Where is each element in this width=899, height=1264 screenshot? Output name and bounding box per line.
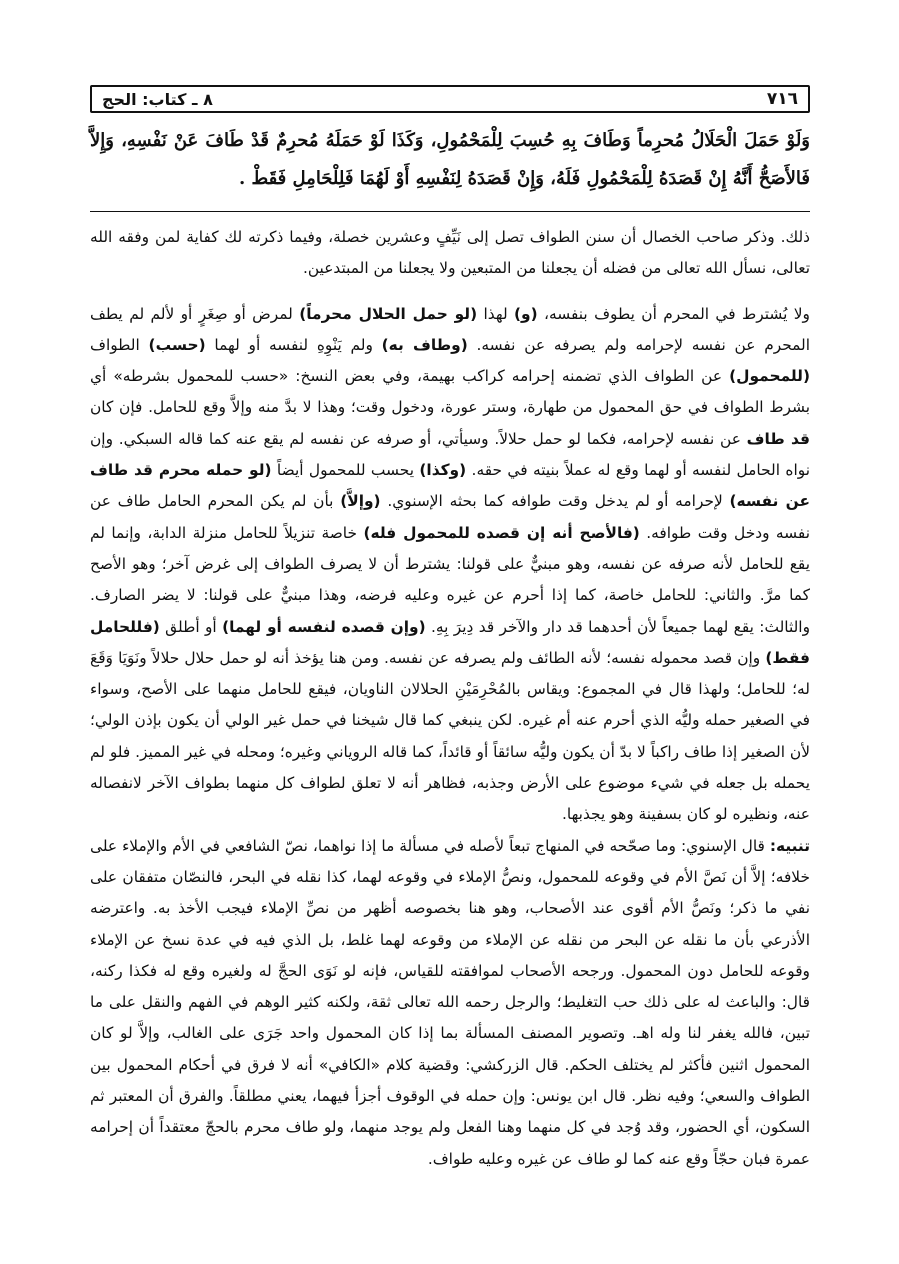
bold-quote-segment: (وإن قصده لنفسه أو لهما) (222, 617, 426, 636)
matn-paragraph: وَلَوْ حَمَلَ الْحَلَالُ مُحرِماً وَطَافَ بِهِ حُسِبَ لِلْمَحْمُولِ، وَكَذَا لَوْ حَمَلَهُ مُحرِمٌ قَدْ طَافَ عَنْ نَفْسِهِ، وَإِلاَّ فَالأَصَحُّ أَنَّهُ إِنْ قَصَدَهُ لِلْمَحْمُولِ فَلَهُ، وَإِنْ قَصَدَهُ لِنَفْسِهِ أَوْ لَهُمَا فَلِلْحَامِلِ فَقَطْ . (90, 130, 810, 189)
text-segment: أو أطلق (159, 617, 223, 636)
commentary-block (90, 222, 810, 1175)
bold-quote-segment: (لو حمل الحلال محرماً) (299, 304, 478, 323)
text-segment: لهذا (477, 304, 515, 323)
bold-quote-segment: (فللحامل فقط) (90, 617, 810, 667)
bold-quote-segment: (حسب) (148, 335, 206, 354)
section-divider (90, 211, 810, 212)
text-segment: لإحرامه أو لم يدخل وقت طوافه كما بحثه الإسنوي. (380, 492, 730, 511)
text-segment: قال الإسنوي: وما صحّحه في المنهاج تبعاً لأصله في مسألة ما إذا نواهما، نصّ الشافعي في الأم والإملاء على خلافه؛ إلاَّ أن نَصَّ الأم في وقوعه للمحمول، ونصُّ الإملاء في وقوعه لهما، كذا نقله في البحر، فالنصّان متفقان على نفي ما ذكر؛ ونَصُّ الأم أقوى عند الأصحاب، وهو هنا بخصوصه أظهر من نصِّ الإملاء فيجب الأخذ به. واعترضه الأذرعي بأن ما نقله عن البحر من نقله عن الإملاء من وقوعه لهما غلط، بل الذي فيه في عدة نسخ عن الإملاء وقوعه للحامل دون المحمول. ورجحه الأصحاب لموافقته للقياس، فإنه لو نَوَى الحجَّ له ولغيره وقع له فكذا ركنه، قال: والباعث له على ذلك حب التغليط؛ والرجل رحمه الله تعالى ثقة، ولكنه كثير الوهم في الفهم والنقل على ما تبين، فالله يغفر لنا وله اهـ. وتصوير المصنف المسألة بما إذا كان المحمول واحد جَرَى على الغالب، وإلاَّ لو كان المحمول اثنين فأكثر لم يختلف الحكم. قال الزركشي: وقضية كلام «الكافي» أنه لا فرق في أحكام المحمول بين الطواف والسعي؛ وفيه نظر. قال ابن يونس: وإن حمله في الوقوف أجزأ فيهما، يعني مطلقاً. والفرق أن المعتبر ثم السكون، أي الحضور، وقد وُجد في كل منهما وهنا الفعل ولم يوجد منهما، ولو طاف محرم بالحجّ معتقداً أن إحرامه عمرة فبان حجّاً وقع عنه كما لو طاف عن غيره وعليه طواف. (90, 836, 810, 1168)
text-segment: ولم يَنْوِهِ لنفسه أو لهما (205, 335, 382, 354)
text-segment: بأن لم يكن المحرم الحامل طاف عن نفسه ودخل وقت طوافه. (90, 492, 810, 542)
text-segment: ولا يُشترط في المحرم أن يطوف بنفسه، (537, 304, 810, 323)
matn-text-block (90, 122, 810, 198)
bold-quote-segment: (وإلاَّ) (340, 492, 381, 511)
text-segment: يحسب للمحمول أيضاً (271, 461, 420, 480)
text-segment: عن الطواف الذي تضمنه إحرامه كراكب بهيمة، وفي بعض النسخ: «حسب للمحمول بشرطه» أي بشرط الطواف في حق المحمول من طهارة، وستر عورة، ودخول وقت؛ وهذا لا بدَّ منه وإلاَّ وقع للحامل. فإن كان (90, 367, 810, 417)
bold-quote-segment: (لو حمله محرم قد طاف عن نفسه) (90, 461, 810, 511)
bold-quote-segment: (فالأصح أنه إن قصده للمحمول فله) (363, 523, 640, 542)
page-header (90, 85, 810, 113)
bold-quote-segment: (وكذا) (419, 461, 467, 480)
commentary-paragraph-2 (90, 299, 810, 831)
page-number: ٧١٦ (766, 89, 798, 109)
bold-quote-segment: تنبيه: (769, 836, 810, 855)
commentary-paragraph-1: ذلك. وذكر صاحب الخصال أن سنن الطواف تصل إلى نَيِّفٍ وعشرين خصلة، وفيما ذكرته لك كفاية لمن وفقه الله تعالى، نسأل الله تعالى من فضله أن يجعلنا من المتبعين ولا يجعلنا من المبتدعين. (90, 228, 810, 278)
text-segment: وإن قصد محموله نفسه؛ لأنه الطائف ولم يصرفه عن نفسه. ومن هنا يؤخذ أنه لو حمل حلال حلالاً ونَوَيَا وَقَعَ له؛ للحامل؛ ولهذا قال في المجموع: ويقاس بالمُحْرِمَيْنِ الحلالان الناويان، فيقع للحامل منهما على الأصح، وسواء في الصغير حمله وليُّه الذي أحرم عنه أم غيره. لكن ينبغي كما قال شيخنا في حمل غير الولي أن يكون بإذن الولي؛ لأن الصغير إذا طاف راكباً لا بدّ أن يكون وليُّه سائقاً أو قائداً، كما قاله الروياني وغيره؛ ومحله في غير المميز. فلو لم يحمله بل جعله في شيء موضوع على الأرض وجذبه، فظاهر أنه لا تعلق لطواف كل منهما بطواف الآخر لانفصاله عنه، ونظيره لو كان بسفينة وهو يجذبها. (90, 648, 810, 824)
commentary-paragraph-3 (90, 831, 810, 1175)
bold-quote-segment: قد طاف (746, 429, 810, 448)
text-segment: الطواف (90, 335, 149, 354)
text-segment: عن نفسه لإحرامه، فكما لو حمل حلالاً. وسيأتي، أو صرفه عن نفسه لم يقع عنه كما قاله السبكي. وإن نواه الحامل لنفسه أو لهما وقع له عملاً بنيته في حقه. (90, 429, 810, 480)
bold-quote-segment: (للمحمول) (729, 367, 810, 386)
bold-quote-segment: (و) (514, 304, 538, 323)
book-title: ٨ ـ كتاب: الحج (102, 89, 213, 109)
bold-quote-segment: (وطاف به) (381, 335, 468, 354)
text-segment: لمرض أو صِغَرٍ أو لألم لم يطف المحرم عن نفسه لإحرامه ولم يصرفه عن نفسه. (90, 304, 811, 354)
text-segment: خاصة تنزيلاً للحامل منزلة الدابة، وإنما لم يقع للحامل لأنه صرفه عن نفسه، وهو مبنيٌّ على قولنا: يشترط أن لا يصرف الطواف إلى غرض آخر؛ وهو الأصح كما مرَّ. والثاني: للحامل خاصة، كما إذا أحرم عن غيره وعليه فرضه، وهذا مبنيٌّ على قولنا: لا يضر الصارف. والثالث: يقع لهما جميعاً لأن أحدهما قد دار والآخر قد دِيرَ بِهِ. (90, 523, 811, 636)
